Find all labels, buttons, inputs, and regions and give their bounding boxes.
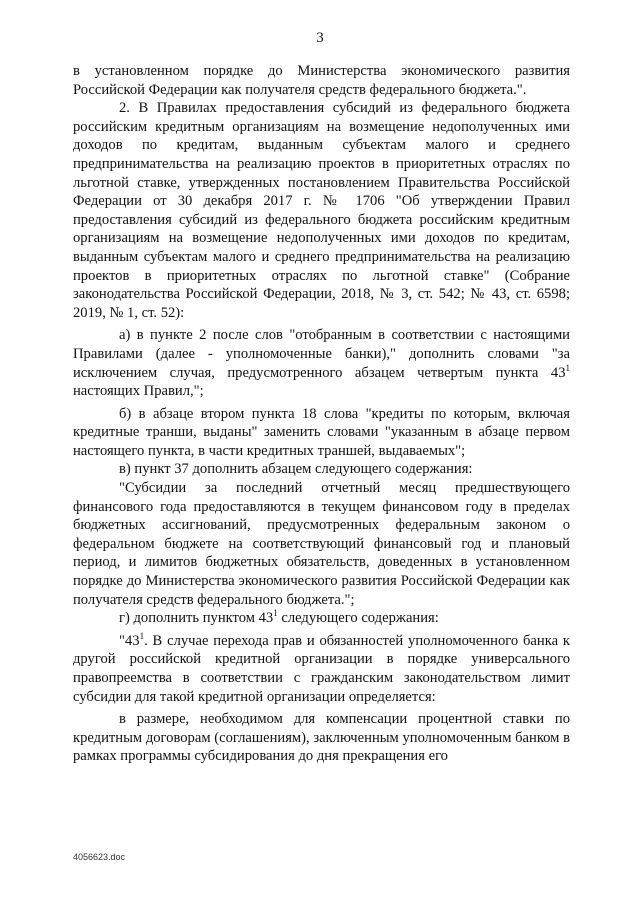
superscript: 1: [139, 630, 145, 641]
paragraph-continuation: в установленном порядке до Министерства экономического развития Российской Федерации как получателя средств федерального бюджета.".: [73, 63, 570, 98]
item-43-1-text: . В случае перехода прав и обязанностей уполномоченного банка к другой российской кредитной организации в порядке универсального правопреемства в соответствии с гражданским законодательством лимит субсидии для такой кредитной организации определяется:: [73, 632, 570, 705]
paragraph-item-2: 2. В Правилах предоставления субсидий из федерального бюджета российским кредитным организациям на возмещение недополученных ими доходов по кредитам, выданным субъектам малого и среднего предпринимательства на реализацию проектов в приоритетных отраслях по льготной ставке, утвержденных постановлением Правительства Российской Федерации от 30 декабря 2017 г. № 1706 "Об утверждении Правил предоставления субсидий из федерального бюджета российским кредитным организациям на возмещение недополученных ими доходов по кредитам, выданным субъектам малого и среднего предпринимательства на реализацию проектов в приоритетных отраслях по льготной ставке" (Собрание законодательства Российской Федерации, 2018, № 3, ст. 542; № 43, ст. 6598; 2019, № 1, ст. 52):: [73, 100, 570, 321]
page-number: 3: [316, 30, 324, 46]
superscript: 1: [273, 608, 278, 619]
superscript: 1: [565, 362, 570, 373]
paragraph-subitem-g: [73, 609, 570, 628]
subitem-a-text: а) в пункте 2 после слов "отобранным в соответствии с настоящими Правилами (далее - уполномоченные банки)," дополнить словами "за исключением случая, предусмотренного абзацем четвертым пункта 43: [73, 327, 570, 381]
paragraph-subitem-v: в) пункт 37 дополнить абзацем следующего содержания:: [119, 461, 473, 478]
paragraph-subitem-a: [73, 326, 570, 400]
subitem-a-text-end: настоящих Правил,";: [73, 383, 204, 400]
paragraph-quote-subsidies: "Субсидии за последний отчетный месяц предшествующего финансового года предоставляются в текущем финансовом году в пределах бюджетных ассигнований, предусмотренных федеральным законом о федеральном бюджете на соответствующий финансовый год и плановый период, и лимитов бюджетных обязательств, доведенных в установленном порядке до Министерства экономического развития Российской Федерации как получателя средств федерального бюджета.";: [73, 480, 570, 608]
subitem-g-text-end: следующего содержания:: [277, 610, 439, 627]
document-code: 4056623.doc: [73, 852, 126, 862]
paragraph-subitem-b: б) в абзаце втором пункта 18 слова "кредиты по которым, включая кредитные транши, выданы" заменить словами "указанным в абзаце первом настоящего пункта, в части кредитных траншей, выдаваемых";: [73, 405, 570, 459]
paragraph-compensation: в размере, необходимом для компенсации процентной ставки по кредитным договорам (соглашениям), заключенным уполномоченным банком в рамках программы субсидирования до дня прекращения его: [73, 711, 570, 765]
paragraph-item-43-1: [73, 632, 570, 706]
subitem-g-text: г) дополнить пунктом 43: [119, 610, 274, 627]
document-body: [73, 62, 570, 766]
item-43-1-number: "43: [119, 632, 140, 649]
